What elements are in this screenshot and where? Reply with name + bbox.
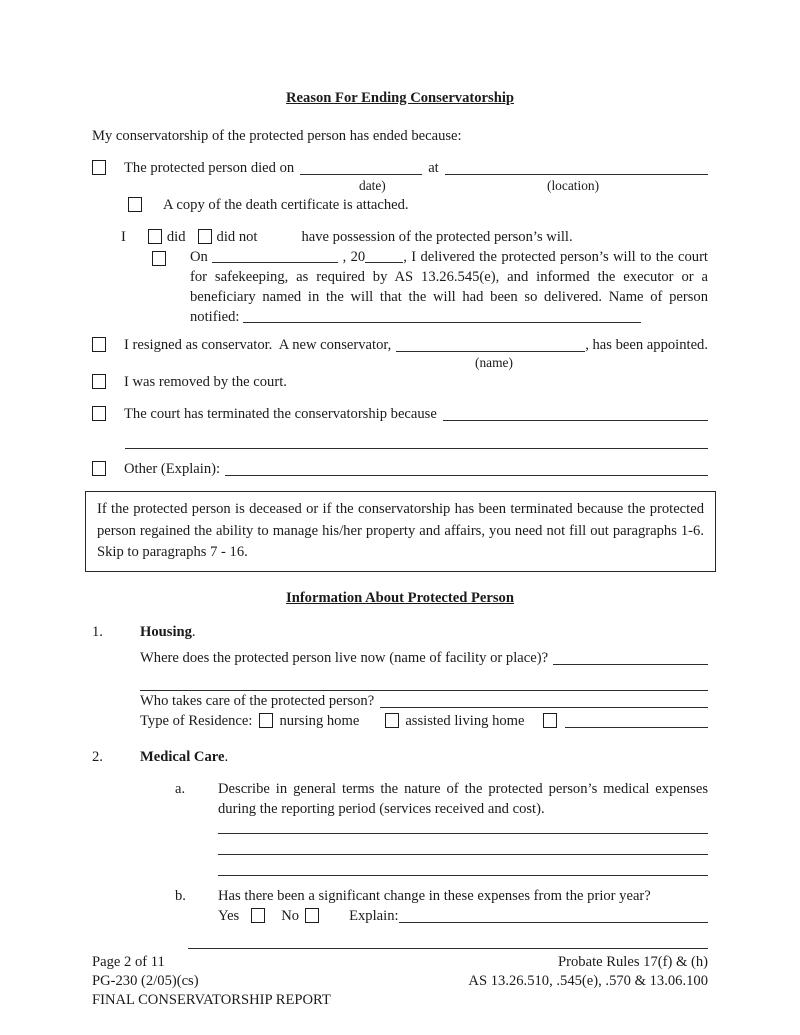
did-label: did bbox=[166, 229, 186, 245]
other-explain-blank[interactable] bbox=[225, 459, 708, 476]
other-residence-checkbox[interactable] bbox=[543, 713, 557, 728]
medical-a-blank-1[interactable] bbox=[218, 819, 708, 834]
skip-notice-text: If the protected person is deceased or if the conservatorship has been terminated because the protected person regained the ability to manage his/her property and affairs, you need not fill out paragraphs 1-6. Skip to paragraphs 7 - 16. bbox=[97, 501, 704, 560]
delivery-body-text: , I delivered the protected person’s will to the court for safekeeping, as required by AS 13.26.545(e), and informed the executor or a beneficiary named in the will that the will had been so delivered. Name of person notified: bbox=[190, 249, 708, 325]
medical-heading: Medical Care bbox=[140, 748, 225, 765]
medical-a-label: a. bbox=[175, 780, 186, 797]
medical-a-row bbox=[175, 779, 708, 819]
will-possession-row bbox=[121, 227, 708, 247]
medical-heading-period: . bbox=[224, 748, 229, 765]
housing-number: 1. bbox=[92, 623, 103, 640]
removed-label: I was removed by the court. bbox=[124, 374, 287, 390]
name-caption: (name) bbox=[475, 355, 513, 370]
housing-who-label: Who takes care of the protected person? bbox=[140, 692, 375, 709]
medical-b-answer-row bbox=[218, 906, 708, 926]
other-row bbox=[92, 459, 708, 479]
other-label: Other (Explain): bbox=[124, 461, 221, 477]
delivery-date-blank[interactable] bbox=[212, 248, 338, 263]
terminated-reason-blank-2[interactable] bbox=[125, 424, 708, 449]
medical-number: 2. bbox=[92, 748, 103, 765]
terminated-reason-blank[interactable] bbox=[443, 404, 708, 421]
residence-type-row bbox=[140, 711, 708, 731]
date-caption: date) bbox=[359, 178, 386, 193]
housing-who-row bbox=[140, 691, 708, 711]
death-certificate-label: A copy of the death certificate is attached. bbox=[163, 197, 409, 213]
resigned-checkbox[interactable] bbox=[92, 337, 106, 352]
page-footer bbox=[92, 953, 708, 1010]
assisted-living-checkbox[interactable] bbox=[385, 713, 399, 728]
delivery-year-blank[interactable] bbox=[365, 248, 403, 263]
medical-heading-row bbox=[92, 747, 708, 767]
terminated-checkbox[interactable] bbox=[92, 406, 106, 421]
reason-died-row bbox=[92, 158, 708, 178]
medical-a-blank-3[interactable] bbox=[218, 855, 708, 876]
will-delivery-paragraph bbox=[92, 247, 708, 327]
terminated-row bbox=[92, 404, 708, 424]
removed-row bbox=[92, 372, 708, 392]
housing-where-blank[interactable] bbox=[553, 648, 708, 665]
yes-checkbox[interactable] bbox=[251, 908, 265, 923]
death-location-blank[interactable] bbox=[445, 158, 708, 175]
resigned-row bbox=[92, 335, 708, 355]
removed-checkbox[interactable] bbox=[92, 374, 106, 389]
skip-notice-box bbox=[85, 491, 716, 572]
possession-label: have possession of the protected person’s will. bbox=[301, 229, 573, 245]
footer-left bbox=[92, 953, 331, 1010]
explain-label: Explain: bbox=[349, 907, 399, 924]
footer-right bbox=[468, 953, 708, 1010]
no-label: No bbox=[281, 907, 300, 924]
resigned-label-end: , has been appointed. bbox=[585, 337, 708, 353]
did-checkbox[interactable] bbox=[148, 229, 162, 244]
housing-heading-period: . bbox=[191, 623, 196, 640]
delivery-year-label: , 20 bbox=[342, 249, 366, 265]
medical-a-blank-2[interactable] bbox=[218, 834, 708, 855]
notified-name-blank[interactable] bbox=[243, 308, 641, 323]
name-caption-row bbox=[92, 355, 708, 370]
new-conservator-name-blank[interactable] bbox=[396, 335, 585, 352]
assisted-living-label: assisted living home bbox=[405, 712, 525, 729]
will-delivered-checkbox[interactable] bbox=[152, 251, 166, 266]
housing-where-blank-2[interactable] bbox=[140, 668, 708, 691]
section-title-reason: Reason For Ending Conservatorship bbox=[286, 90, 514, 106]
died-caption-row bbox=[92, 178, 708, 193]
death-date-blank[interactable] bbox=[300, 158, 422, 175]
housing-heading: Housing bbox=[140, 623, 192, 640]
housing-where-row bbox=[140, 648, 708, 668]
footer-page-number: Page 2 of 11 bbox=[92, 953, 165, 970]
i-label: I bbox=[121, 229, 126, 245]
died-at-label: at bbox=[428, 160, 439, 176]
explain-blank[interactable] bbox=[399, 906, 708, 923]
medical-b-question: Has there been a significant change in these expenses from the prior year? bbox=[218, 887, 651, 904]
location-caption: (location) bbox=[547, 178, 600, 193]
other-checkbox[interactable] bbox=[92, 461, 106, 476]
death-certificate-row bbox=[128, 195, 708, 215]
housing-where-label: Where does the protected person live now (name of facility or place)? bbox=[140, 649, 549, 666]
housing-who-blank[interactable] bbox=[380, 691, 708, 708]
died-checkbox[interactable] bbox=[92, 160, 106, 175]
footer-rules: Probate Rules 17(f) & (h) bbox=[558, 953, 708, 970]
resigned-label: I resigned as conservator. A new conservator, bbox=[124, 337, 392, 353]
yes-label: Yes bbox=[218, 907, 240, 924]
terminated-label: The court has terminated the conservatorship because bbox=[124, 406, 437, 422]
did-not-label: did not bbox=[216, 229, 258, 245]
medical-b-row bbox=[175, 886, 708, 906]
footer-form-title: FINAL CONSERVATORSHIP REPORT bbox=[92, 991, 331, 1008]
intro-text: My conservatorship of the protected person has ended because: bbox=[92, 128, 462, 144]
will-delivery-text bbox=[190, 247, 708, 327]
medical-b-label: b. bbox=[175, 887, 186, 904]
residence-type-label: Type of Residence: bbox=[140, 712, 253, 729]
no-checkbox[interactable] bbox=[305, 908, 319, 923]
delivery-on-label: On bbox=[190, 249, 208, 265]
nursing-home-checkbox[interactable] bbox=[259, 713, 273, 728]
nursing-home-label: nursing home bbox=[279, 712, 360, 729]
did-not-checkbox[interactable] bbox=[198, 229, 212, 244]
footer-form-number: PG-230 (2/05)(cs) bbox=[92, 972, 199, 989]
other-residence-blank[interactable] bbox=[565, 711, 709, 728]
housing-heading-row bbox=[92, 622, 708, 642]
death-certificate-checkbox[interactable] bbox=[128, 197, 142, 212]
died-label: The protected person died on bbox=[124, 160, 295, 176]
section-title-info: Information About Protected Person bbox=[286, 589, 514, 606]
explain-blank-2[interactable] bbox=[188, 926, 708, 949]
footer-statutes: AS 13.26.510, .545(e), .570 & 13.06.100 bbox=[468, 972, 708, 989]
medical-a-text: Describe in general terms the nature of the protected person’s medical expenses during the reporting period (services received and cost). bbox=[218, 780, 708, 817]
